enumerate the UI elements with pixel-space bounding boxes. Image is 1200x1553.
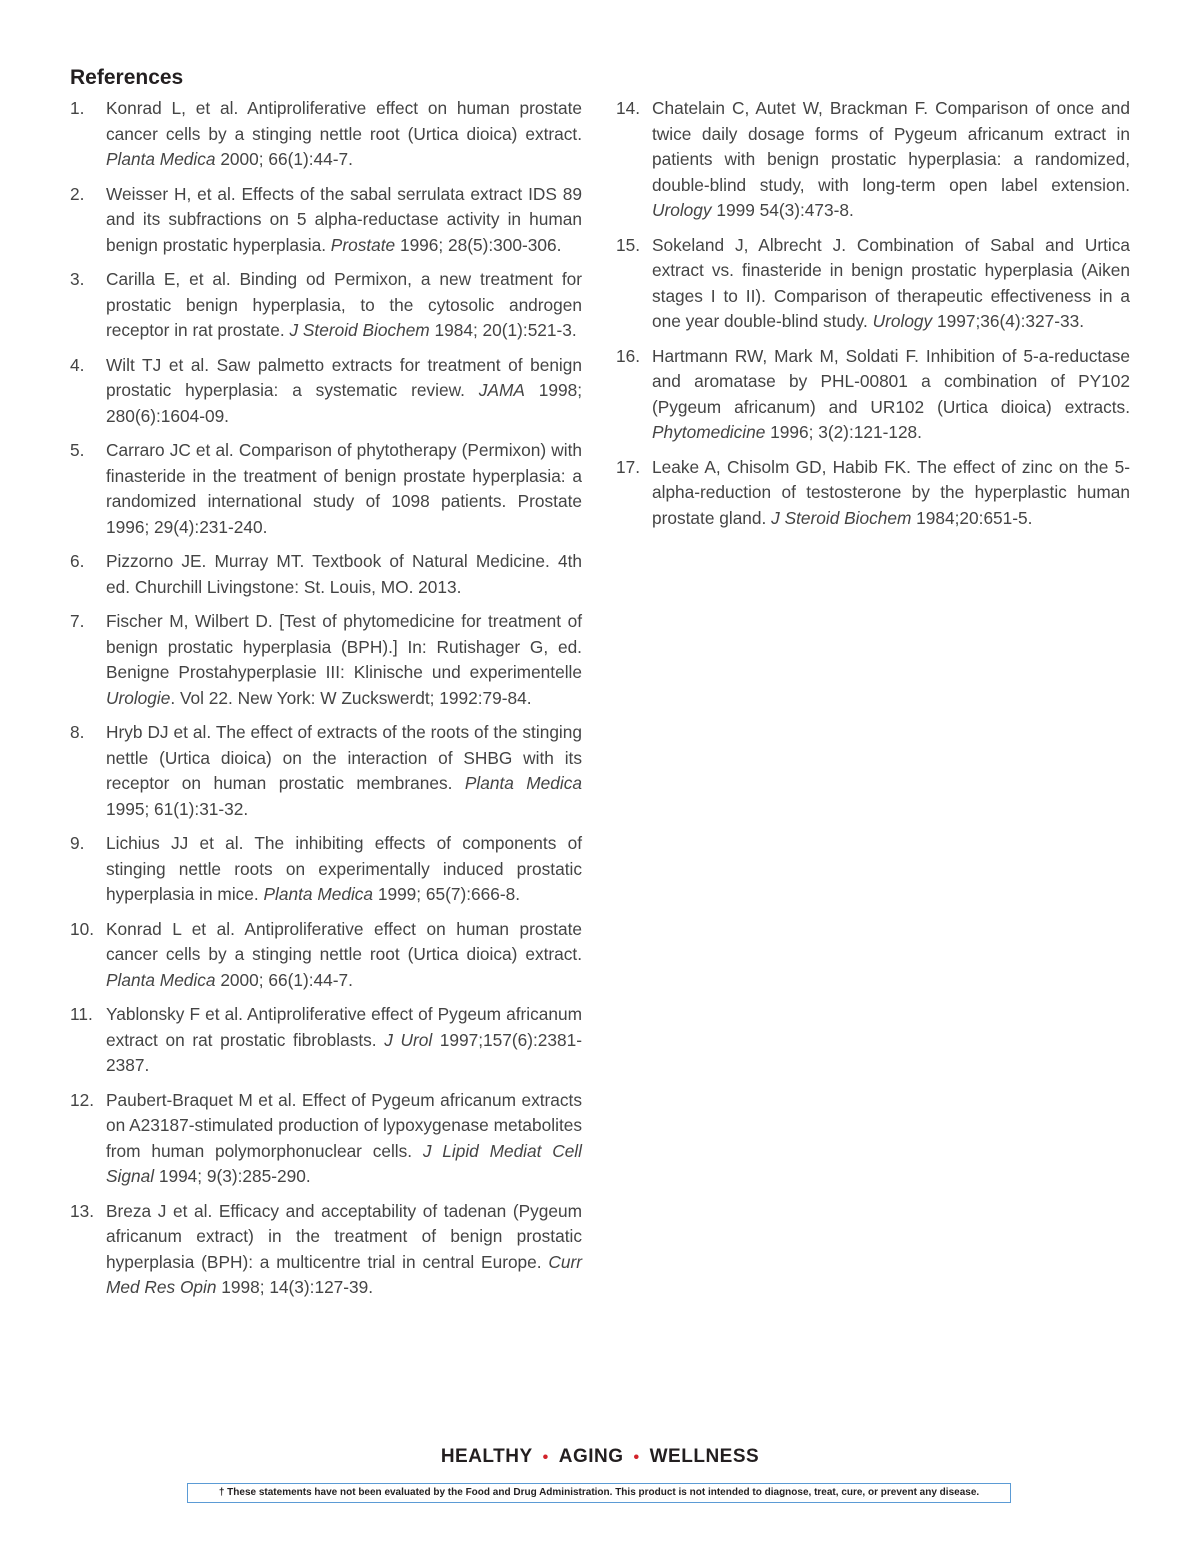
journal-name: Prostate	[330, 234, 396, 255]
reference-item: 11. Yablonsky F et al. Antiproliferative effect of Pygeum africanum extract on rat prostatic fibroblasts. J Urol 1997;157(6):2381-2387.	[70, 1004, 582, 1075]
tagline-separator: •	[542, 1449, 549, 1466]
reference-number: 10.	[70, 918, 95, 939]
tagline-healthy: HEALTHY	[440, 1446, 533, 1467]
reference-item: 3. Carilla E, et al. Binding od Permixon, a new treatment for prostatic benign hyperplasia, to the cytosolic androgen receptor in rat prostate. J Steroid Biochem 1984; 20(1):521-3.	[70, 269, 582, 340]
journal-name: JAMA	[478, 380, 525, 400]
reference-number: 11.	[70, 1004, 93, 1024]
reference-number: 8.	[70, 722, 85, 742]
reference-item: 9. Lichius JJ et al. The inhibiting effects of components of stinging nettle roots on experimentally induced prostatic hyperplasia in mice. Planta Medica 1999; 65(7):666-8.	[70, 833, 582, 904]
reference-number: 17.	[616, 456, 641, 477]
reference-number: 2.	[70, 183, 85, 204]
references-list-left	[70, 96, 582, 1310]
reference-item: 10. Konrad L et al. Antiproliferative effect on human prostate cancer cells by a stinging nettle root (Urtica dioica) extract. Planta Medica 2000; 66(1):44-7.	[70, 918, 582, 990]
reference-number: 6.	[70, 551, 85, 571]
reference-number: 9.	[70, 833, 85, 853]
references-list-right	[616, 96, 1130, 540]
journal-name: Curr Med Res Opin	[106, 1251, 582, 1297]
tagline-wellness: WELLNESS	[649, 1446, 760, 1467]
journal-name: J Steroid Biochem	[289, 320, 430, 340]
reference-number: 1.	[70, 98, 85, 118]
reference-number: 12.	[70, 1089, 95, 1110]
reference-item: 13. Breza J et al. Efficacy and acceptability of tadenan (Pygeum africanum extract) in the treatment of benign prostatic hyperplasia (BPH): a multicentre trial in central Europe. Curr Med Res Opin 1998; 14(3):127-39.	[70, 1200, 582, 1297]
journal-name: J Urol	[384, 1029, 433, 1050]
journal-name: J Steroid Biochem	[771, 507, 912, 528]
reference-item: 4. Wilt TJ et al. Saw palmetto extracts for treatment of benign prostatic hyperplasia: a systematic review. JAMA 1998; 280(6):1604-09.	[70, 354, 582, 426]
reference-number: 15.	[616, 234, 641, 255]
reference-item: 17. Leake A, Chisolm GD, Habib FK. The effect of zinc on the 5-alpha-reduction of testosterone by the hyperplastic human prostate gland. J Steroid Biochem 1984;20:651-5.	[616, 456, 1130, 528]
reference-item: 16. Hartmann RW, Mark M, Soldati F. Inhibition of 5-a-reductase and aromatase by PHL-00801 a combination of PY102 (Pygeum africanum) and UR102 (Urtica dioica) extracts. Phytomedicine 1996; 3(2):121-128.	[616, 345, 1130, 442]
journal-name: Urology	[872, 311, 933, 331]
reference-item: 8. Hryb DJ et al. The effect of extracts of the roots of the stinging nettle (Urtica dioica) on the interaction of SHBG with its receptor on human prostatic membranes. Planta Medica 1995; 61(1):31-32.	[70, 722, 582, 819]
journal-name: Planta Medica	[263, 884, 374, 904]
reference-number: 14.	[616, 98, 641, 118]
fda-disclaimer: † These statements have not been evaluated by the Food and Drug Administration. This product is not intended to diagnose, treat, cure, or prevent any disease.	[187, 1483, 1011, 1503]
reference-item: 15. Sokeland J, Albrecht J. Combination of Sabal and Urtica extract vs. finasteride in benign prostatic hyperplasia (Aiken stages I to II). Comparison of therapeutic effectiveness in a one year double-blind study. Urology 1997;36(4):327-33.	[616, 234, 1130, 331]
tagline-aging: AGING	[558, 1446, 624, 1467]
reference-number: 7.	[70, 611, 85, 631]
reference-item: 6. Pizzorno JE. Murray MT. Textbook of Natural Medicine. 4th ed. Churchill Livingstone: St. Louis, MO. 2013.	[70, 551, 582, 597]
reference-number: 5.	[70, 440, 85, 460]
reference-item: 12. Paubert-Braquet M et al. Effect of Pygeum africanum extracts on A23187-stimulated production of lypoxygenase metabolites from human polymorphonuclear cells. J Lipid Mediat Cell Signal 1994; 9(3):285-290.	[70, 1089, 582, 1186]
reference-item: 2. Weisser H, et al. Effects of the sabal serrulata extract IDS 89 and its subfractions on 5 alpha-reductase activity in human benign prostatic hyperplasia. Prostate 1996; 28(5):300-306.	[70, 183, 582, 255]
page-title: References	[70, 66, 184, 89]
reference-item: 14. Chatelain C, Autet W, Brackman F. Comparison of once and twice daily dosage forms of Pygeum africanum extract in patients with benign prostatic hyperplasia: a randomized, double-blind study, with long-term open label extension. Urology 1999 54(3):473-8.	[616, 98, 1130, 220]
journal-name: Planta Medica	[106, 969, 216, 990]
reference-item: 7. Fischer M, Wilbert D. [Test of phytomedicine for treatment of benign prostatic hyperplasia (BPH).] In: Rutishager G, ed. Benigne Prostahyperplasie III: Klinische und experimentelle Urologie. Vol 22. New York: W Zuckswerdt; 1992:79-84.	[70, 611, 582, 708]
reference-number: 4.	[70, 354, 85, 375]
reference-number: 16.	[616, 345, 641, 366]
journal-name: Planta Medica	[106, 149, 216, 169]
reference-item: 5. Carraro JC et al. Comparison of phytotherapy (Permixon) with finasteride in the treatment of benign prostate hyperplasia: a randomized international study of 1098 patients. Prostate 1996; 29(4):231-240.	[70, 440, 582, 537]
journal-name: Urology	[652, 200, 712, 220]
brand-tagline	[0, 1446, 1200, 1468]
reference-number: 3.	[70, 269, 85, 289]
journal-name: Urologie	[106, 687, 171, 708]
reference-number: 13.	[70, 1200, 95, 1221]
tagline-separator: •	[633, 1449, 640, 1466]
reference-item: 1. Konrad L, et al. Antiproliferative effect on human prostate cancer cells by a stinging nettle root (Urtica dioica) extract. Planta Medica 2000; 66(1):44-7.	[70, 98, 582, 169]
journal-name: Planta Medica	[464, 773, 582, 793]
journal-name: Phytomedicine	[652, 422, 766, 442]
journal-name: J Lipid Mediat Cell Signal	[106, 1140, 582, 1186]
